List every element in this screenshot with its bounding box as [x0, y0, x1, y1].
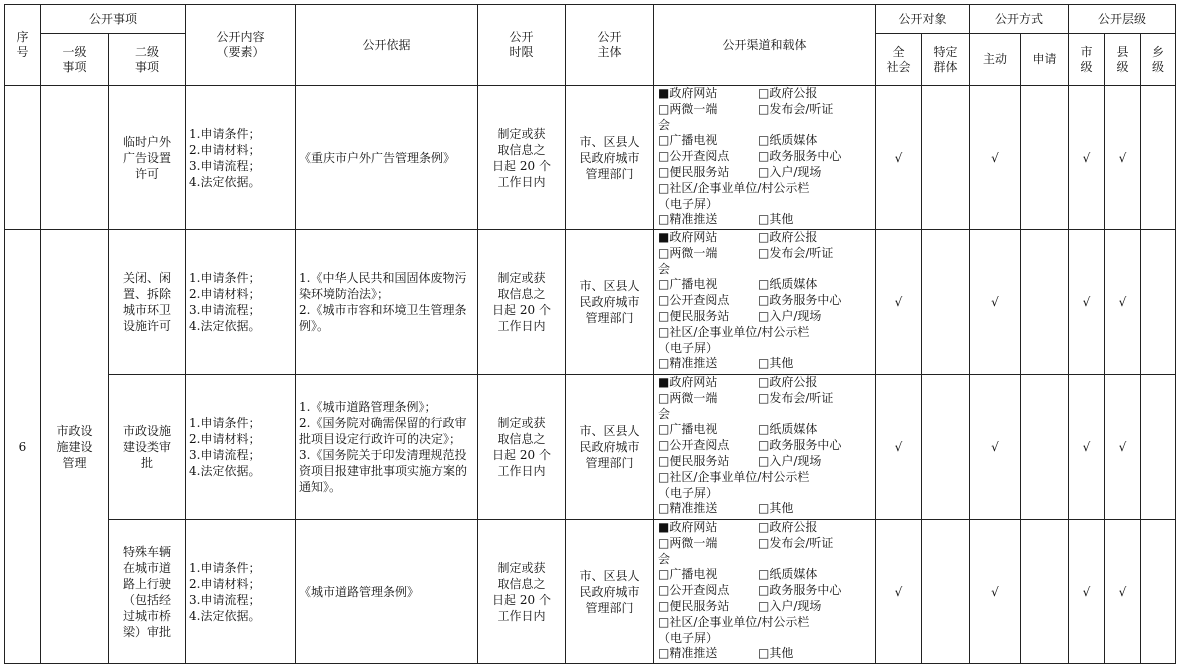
target-group-check	[922, 86, 970, 230]
channel-line	[658, 536, 875, 552]
target-group-check	[922, 375, 970, 520]
channel-line	[658, 86, 875, 102]
channel-option: □政务服务中心	[758, 293, 842, 308]
basis-cell: 《重庆市户外广告管理条例》	[296, 86, 478, 230]
method-apply-check	[1021, 375, 1069, 520]
level2-cell: 特殊车辆 在城市道 路上行驶 （包括经 过城市桥 梁）审批	[109, 520, 186, 664]
level-county-check: √	[1105, 375, 1141, 520]
channel-option: □社区/企事业单位/村公示栏	[658, 469, 810, 484]
level-county-check: √	[1105, 520, 1141, 664]
target-all-check: √	[876, 375, 922, 520]
channel-option: □纸质媒体	[758, 422, 818, 437]
channel-option: □公开查阅点	[658, 293, 730, 308]
channel-option: □入户/现场	[758, 598, 822, 613]
channel-line	[658, 599, 875, 615]
channel-line	[658, 149, 875, 165]
header-level-town: 乡 级	[1141, 34, 1176, 86]
time-limit-cell: 制定或获 取信息之 日起 20 个 工作日内	[478, 230, 566, 375]
channel-line	[658, 391, 875, 407]
channel-line	[658, 325, 875, 341]
level-city-check: √	[1069, 520, 1105, 664]
seq-cell-empty	[5, 86, 41, 230]
channel-option: □便民服务站	[658, 598, 730, 613]
channel-line	[658, 118, 875, 134]
channel-option: □精准推送	[658, 646, 718, 661]
channel-option: □广播电视	[658, 133, 718, 148]
method-apply-check	[1021, 230, 1069, 375]
channel-option: □政务服务中心	[758, 583, 842, 598]
level-city-check: √	[1069, 86, 1105, 230]
header-seq: 序 号	[5, 5, 41, 86]
channel-list	[654, 230, 876, 375]
time-limit-cell: 制定或获 取信息之 日起 20 个 工作日内	[478, 86, 566, 230]
channel-option: □广播电视	[658, 277, 718, 292]
table-row	[5, 375, 1176, 520]
header-level-county: 县 级	[1105, 34, 1141, 86]
content-cell: 1.申请条件； 2.申请材料； 3.申请流程； 4.法定依据。	[186, 230, 296, 375]
header-channels: 公开渠道和载体	[654, 5, 876, 86]
channel-line	[658, 486, 875, 502]
level2-cell: 市政设施 建设类审 批	[109, 375, 186, 520]
channel-option: （电子屏）	[658, 630, 719, 645]
table-row	[5, 86, 1176, 230]
header-content: 公开内容 （要素）	[186, 5, 296, 86]
method-active-check: √	[970, 86, 1021, 230]
channel-line	[658, 631, 875, 647]
channel-line	[658, 102, 875, 118]
header-level2: 二级 事项	[109, 34, 186, 86]
level1-cell: 市政设 施建设 管理	[41, 230, 109, 664]
channel-option: □纸质媒体	[758, 567, 818, 582]
channel-option: □精准推送	[658, 356, 718, 371]
level-town-check	[1141, 230, 1176, 375]
channel-option: 会	[658, 406, 671, 421]
channel-line	[658, 422, 875, 438]
channel-option: □便民服务站	[658, 453, 730, 468]
table-body	[5, 86, 1176, 664]
basis-cell: 1.《中华人民共和国固体废物污染环境防治法》； 2.《城市市容和环境卫生管理条例》。	[296, 230, 478, 375]
channel-option: □发布会/听证	[758, 101, 834, 116]
basis-cell: 1.《城市道路管理条例》； 2.《国务院对确需保留的行政审批项目设定行政许可的决定》； 3.《国务院关于印发清理规范投资项目报建审批事项实施方案的通知》。	[296, 375, 478, 520]
method-active-check: √	[970, 520, 1021, 664]
channel-option: □公开查阅点	[658, 583, 730, 598]
channel-option: （电子屏）	[658, 196, 719, 211]
channel-line	[658, 470, 875, 486]
header-basis: 公开依据	[296, 5, 478, 86]
channel-line	[658, 438, 875, 454]
disclosure-table	[4, 4, 1176, 664]
channel-option: □两微一端	[658, 390, 718, 405]
channel-option: □公开查阅点	[658, 438, 730, 453]
channel-option: ■政府网站	[658, 375, 718, 389]
channel-line	[658, 181, 875, 197]
channel-line	[658, 520, 875, 536]
header-subject: 公开 主体	[566, 5, 654, 86]
channel-option: □两微一端	[658, 101, 718, 116]
header-target-all: 全 社会	[876, 34, 922, 86]
channel-option: □广播电视	[658, 567, 718, 582]
channel-list	[654, 520, 876, 664]
method-apply-check	[1021, 520, 1069, 664]
target-all-check: √	[876, 86, 922, 230]
channel-line	[658, 646, 875, 662]
header-time-limit: 公开 时限	[478, 5, 566, 86]
time-limit-cell: 制定或获 取信息之 日起 20 个 工作日内	[478, 520, 566, 664]
level-town-check	[1141, 520, 1176, 664]
seq-cell: 6	[5, 230, 41, 664]
subject-cell: 市、区县人 民政府城市 管理部门	[566, 520, 654, 664]
header-target-group: 特定 群体	[922, 34, 970, 86]
channel-option: □其他	[758, 501, 794, 516]
content-cell: 1.申请条件； 2.申请材料； 3.申请流程； 4.法定依据。	[186, 86, 296, 230]
channel-option: □政府公报	[758, 520, 818, 534]
level-county-check: √	[1105, 230, 1141, 375]
header-group-method: 公开方式	[970, 5, 1069, 34]
channel-option: □政务服务中心	[758, 149, 842, 164]
level-town-check	[1141, 375, 1176, 520]
header-method-active: 主动	[970, 34, 1021, 86]
header-method-apply: 申请	[1021, 34, 1069, 86]
header-group-target: 公开对象	[876, 5, 970, 34]
channel-line	[658, 165, 875, 181]
channel-option: □发布会/听证	[758, 245, 834, 260]
channel-option: □其他	[758, 212, 794, 227]
header-level-city: 市 级	[1069, 34, 1105, 86]
content-cell: 1.申请条件； 2.申请材料； 3.申请流程； 4.法定依据。	[186, 375, 296, 520]
channel-option: □精准推送	[658, 501, 718, 516]
channel-option: □社区/企事业单位/村公示栏	[658, 614, 810, 629]
basis-cell: 《城市道路管理条例》	[296, 520, 478, 664]
channel-line	[658, 356, 875, 372]
time-limit-cell: 制定或获 取信息之 日起 20 个 工作日内	[478, 375, 566, 520]
target-group-check	[922, 520, 970, 664]
channel-line	[658, 212, 875, 228]
channel-option: □入户/现场	[758, 453, 822, 468]
target-all-check: √	[876, 230, 922, 375]
level2-cell: 关闭、闲 置、拆除 城市环卫 设施许可	[109, 230, 186, 375]
channel-line	[658, 277, 875, 293]
channel-option: □政府公报	[758, 375, 818, 389]
channel-option: （电子屏）	[658, 485, 719, 500]
channel-option: □社区/企事业单位/村公示栏	[658, 324, 810, 339]
content-cell: 1.申请条件； 2.申请材料； 3.申请流程； 4.法定依据。	[186, 520, 296, 664]
channel-line	[658, 246, 875, 262]
target-group-check	[922, 230, 970, 375]
level1-cell-empty	[41, 86, 109, 230]
channel-option: □发布会/听证	[758, 390, 834, 405]
channel-line	[658, 454, 875, 470]
channel-list	[654, 86, 876, 230]
channel-option: □发布会/听证	[758, 535, 834, 550]
channel-option: □两微一端	[658, 245, 718, 260]
header-level1: 一级 事项	[41, 34, 109, 86]
channel-option: □其他	[758, 356, 794, 371]
method-apply-check	[1021, 86, 1069, 230]
level-county-check: √	[1105, 86, 1141, 230]
channel-option: □政府公报	[758, 230, 818, 244]
channel-line	[658, 407, 875, 423]
channel-line	[658, 615, 875, 631]
channel-option: □政府公报	[758, 86, 818, 100]
channel-option: □广播电视	[658, 422, 718, 437]
channel-option: □公开查阅点	[658, 149, 730, 164]
method-active-check: √	[970, 375, 1021, 520]
channel-line	[658, 197, 875, 213]
channel-option: 会	[658, 117, 671, 132]
channel-line	[658, 341, 875, 357]
channel-option: □政务服务中心	[758, 438, 842, 453]
target-all-check: √	[876, 520, 922, 664]
header-group-item: 公开事项	[41, 5, 186, 34]
channel-line	[658, 552, 875, 568]
channel-line	[658, 133, 875, 149]
level-town-check	[1141, 86, 1176, 230]
level-city-check: √	[1069, 375, 1105, 520]
channel-option: □纸质媒体	[758, 133, 818, 148]
channel-line	[658, 262, 875, 278]
channel-line	[658, 309, 875, 325]
channel-line	[658, 293, 875, 309]
channel-option: ■政府网站	[658, 520, 718, 534]
channel-option: □两微一端	[658, 535, 718, 550]
channel-option: □纸质媒体	[758, 277, 818, 292]
header-group-level: 公开层级	[1069, 5, 1176, 34]
subject-cell: 市、区县人 民政府城市 管理部门	[566, 86, 654, 230]
channel-option: □便民服务站	[658, 164, 730, 179]
channel-line	[658, 501, 875, 517]
channel-option: ■政府网站	[658, 86, 718, 100]
channel-option: □入户/现场	[758, 164, 822, 179]
channel-option: □其他	[758, 646, 794, 661]
channel-option: 会	[658, 261, 671, 276]
channel-option: 会	[658, 551, 671, 566]
channel-option: □社区/企事业单位/村公示栏	[658, 180, 810, 195]
channel-option: ■政府网站	[658, 230, 718, 244]
channel-option: （电子屏）	[658, 340, 719, 355]
level-city-check: √	[1069, 230, 1105, 375]
channel-line	[658, 375, 875, 391]
method-active-check: √	[970, 230, 1021, 375]
subject-cell: 市、区县人 民政府城市 管理部门	[566, 375, 654, 520]
subject-cell: 市、区县人 民政府城市 管理部门	[566, 230, 654, 375]
channel-line	[658, 567, 875, 583]
channel-option: □便民服务站	[658, 308, 730, 323]
channel-option: □精准推送	[658, 212, 718, 227]
channel-list	[654, 375, 876, 520]
channel-option: □入户/现场	[758, 308, 822, 323]
channel-line	[658, 583, 875, 599]
level2-cell: 临时户外 广告设置 许可	[109, 86, 186, 230]
table-row	[5, 230, 1176, 375]
channel-line	[658, 230, 875, 246]
table-row	[5, 520, 1176, 664]
